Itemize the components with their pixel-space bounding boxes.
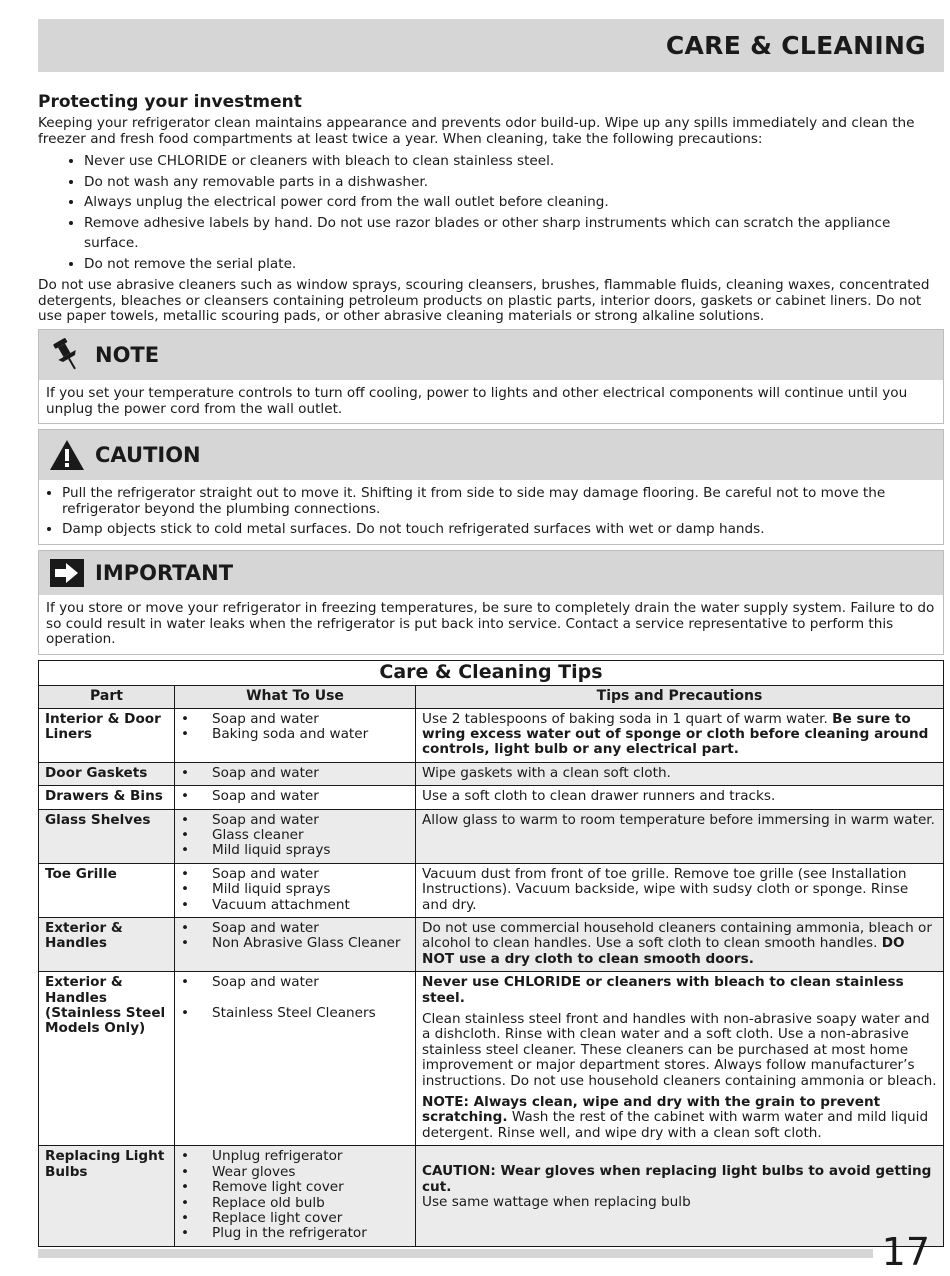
part-cell: Replacing Light Bulbs — [39, 1146, 175, 1246]
table-row — [39, 762, 944, 785]
tips-cell — [416, 786, 944, 809]
list-item: • Baking soda and water — [181, 727, 409, 742]
page-title: CARE & CLEANING — [665, 31, 926, 60]
part-cell: Toe Grille — [39, 863, 175, 917]
use-cell — [175, 762, 416, 785]
use-cell — [175, 863, 416, 917]
warning-triangle-icon — [47, 437, 87, 473]
table-row — [39, 972, 944, 1146]
list-item: • Do not remove the serial plate. — [84, 254, 944, 275]
table-row — [39, 809, 944, 863]
use-cell — [175, 972, 416, 1146]
tip-warning: DO NOT use a dry cloth to clean smooth doors. — [422, 935, 905, 967]
list-item: • Pull the refrigerator straight out to move it. Shifting it from side to side may damage flooring. Be careful not to move the refrigerator beyond the plumbing connections. — [62, 486, 935, 517]
part-cell: Exterior & Handles (Stainless Steel Models Only) — [39, 972, 175, 1146]
list-item: • Glass cleaner — [181, 828, 409, 843]
note-text: If you set your temperature controls to turn off cooling, power to lights and other electrical components will continue until you unplug the power cord from the wall outlet. — [46, 384, 908, 417]
tips-cell — [416, 1146, 944, 1246]
column-header-tips: Tips and Precautions — [416, 686, 944, 708]
table-row — [39, 786, 944, 809]
part-cell: Drawers & Bins — [39, 786, 175, 809]
list-item: • Soap and water — [181, 766, 409, 781]
list-item: • Unplug refrigerator — [181, 1149, 409, 1164]
note-header — [39, 330, 943, 380]
tip-warning: CAUTION: Wear gloves when replacing light bulbs to avoid getting cut. — [422, 1163, 932, 1195]
pushpin-icon — [47, 337, 87, 373]
tips-cell — [416, 762, 944, 785]
tip-text: Wash the rest of the cabinet with warm water and mild liquid detergent. Rinse well, and wipe dry with a clean soft cloth. — [422, 1109, 929, 1141]
list-item: • Wear gloves — [181, 1165, 409, 1180]
list-item: • Remove light cover — [181, 1180, 409, 1195]
use-cell — [175, 918, 416, 972]
intro-paragraph: Keeping your refrigerator clean maintains appearance and prevents odor build-up. Wipe up any spills immediately and clean the freezer and fresh food compartments at least twice a year. When cleaning, take the following precautions: — [38, 115, 915, 147]
part-cell: Interior & Door Liners — [39, 708, 175, 762]
tip-note: NOTE: Always clean, wipe and dry with the grain to prevent scratching. — [422, 1094, 881, 1126]
tip-warning: Never use CHLORIDE or cleaners with bleach to clean stainless steel. — [422, 974, 904, 1006]
list-item: • Damp objects stick to cold metal surfaces. Do not touch refrigerated surfaces with wet or damp hands. — [62, 522, 935, 538]
footer-bar — [38, 1249, 873, 1258]
tip-text: Use same wattage when replacing bulb — [422, 1194, 691, 1211]
outro-paragraph: Do not use abrasive cleaners such as window sprays, scouring cleansers, brushes, flammable fluids, cleaning waxes, concentrated detergents, bleaches or cleansers containing petroleum products on plastic parts, interior doors, gaskets or cabinet liners. Do not use paper towels, metallic scouring pads, or other abrasive cleaning materials or strong alkaline solutions. — [38, 277, 930, 325]
list-item: • Soap and water — [181, 921, 409, 936]
section-title: Protecting your investment — [38, 92, 302, 112]
list-item: • Vacuum attachment — [181, 898, 409, 913]
part-cell: Exterior & Handles — [39, 918, 175, 972]
column-header-part: Part — [39, 686, 175, 708]
page-number: 17 — [881, 1230, 930, 1274]
list-item: • Plug in the refrigerator — [181, 1226, 409, 1241]
caution-box — [38, 429, 944, 545]
list-item: • Do not wash any removable parts in a dishwasher. — [84, 172, 944, 193]
arrow-right-icon — [47, 555, 87, 591]
list-item: • Soap and water — [181, 813, 409, 828]
table-row — [39, 863, 944, 917]
list-item: • Remove adhesive labels by hand. Do not use razor blades or other sharp instruments which can scratch the appliance surface. — [84, 213, 944, 254]
list-item: • Always unplug the electrical power cord from the wall outlet before cleaning. — [84, 192, 944, 213]
tip-text: Allow glass to warm to room temperature before immersing in warm water. — [422, 811, 935, 828]
caution-body — [39, 480, 943, 544]
list-item: • Replace light cover — [181, 1211, 409, 1226]
tip-text: Do not use commercial household cleaners containing ammonia, bleach or alcohol to clean handles. Use a soft cloth to clean smooth handles. — [422, 920, 932, 952]
caution-title: CAUTION — [95, 443, 201, 468]
table-row — [39, 918, 944, 972]
tip-warning: Be sure to wring excess water out of sponge or cloth before cleaning around controls, light bulb or any electrical part. — [422, 710, 929, 758]
list-item: • Mild liquid sprays — [181, 843, 409, 858]
tips-cell — [416, 708, 944, 762]
tip-text: Use 2 tablespoons of baking soda in 1 quart of warm water. — [422, 710, 833, 727]
list-item: • Replace old bulb — [181, 1196, 409, 1211]
list-item: • Stainless Steel Cleaners — [181, 1006, 409, 1021]
list-item: • Soap and water — [181, 975, 409, 990]
use-cell — [175, 1146, 416, 1246]
list-item: • Non Abrasive Glass Cleaner — [181, 936, 409, 951]
part-cell: Glass Shelves — [39, 809, 175, 863]
tips-cell — [416, 809, 944, 863]
caution-header — [39, 430, 943, 480]
important-title: IMPORTANT — [95, 560, 234, 585]
note-box — [38, 329, 944, 424]
tip-text: Clean stainless steel front and handles with non-abrasive soapy water and a dishcloth. Rinse with clean water and a soft cloth. Use a non-abrasive stainless steel cleaner. These cleaners can be purchased at most home improvement or major department stores. Always follow manufacturer’s instructions. Do not use household cleaners containing ammonia or bleach. — [422, 1011, 937, 1089]
important-header — [39, 551, 943, 595]
use-cell — [175, 786, 416, 809]
main-content — [38, 92, 944, 1247]
precaution-list — [38, 151, 944, 274]
table-header-row — [39, 686, 944, 708]
use-cell — [175, 708, 416, 762]
list-item: • Mild liquid sprays — [181, 882, 409, 897]
column-header-what-to-use: What To Use — [175, 686, 416, 708]
tips-cell — [416, 918, 944, 972]
tips-cell — [416, 972, 944, 1146]
table-caption: Care & Cleaning Tips — [39, 660, 944, 685]
important-text: If you store or move your refrigerator in freezing temperatures, be sure to completely drain the water supply system. Failure to do so could result in water leaks when the refrigerator is put back into service. Contact a service representative to perform this operation. — [46, 599, 935, 648]
tip-text: Wipe gaskets with a clean soft cloth. — [422, 764, 671, 781]
list-item: • Soap and water — [181, 867, 409, 882]
tips-cell — [416, 863, 944, 917]
table-row — [39, 708, 944, 762]
important-box — [38, 550, 944, 655]
use-cell — [175, 809, 416, 863]
tip-text: Use a soft cloth to clean drawer runners and tracks. — [422, 788, 776, 805]
tip-text: Vacuum dust from front of toe grille. Remove toe grille (see Installation Instructions). Vacuum backside, wipe with sudsy cloth or sponge. Rinse and dry. — [422, 865, 909, 913]
header-bar — [38, 19, 944, 72]
list-item: • Soap and water — [181, 789, 409, 804]
part-cell: Door Gaskets — [39, 762, 175, 785]
note-title: NOTE — [95, 342, 160, 367]
table-row — [39, 1146, 944, 1246]
care-tips-table — [38, 660, 944, 1247]
list-item: • Never use CHLORIDE or cleaners with bleach to clean stainless steel. — [84, 151, 944, 172]
list-item: • Soap and water — [181, 712, 409, 727]
